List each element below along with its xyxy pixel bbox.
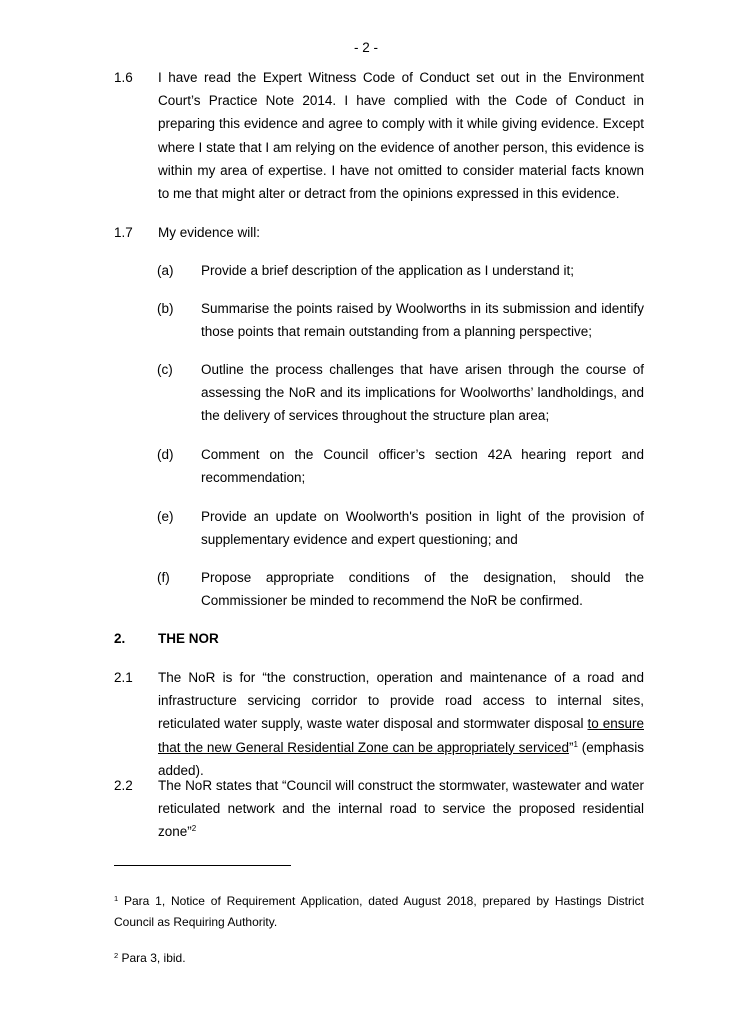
list-item-c [157, 358, 644, 428]
paragraph-2-2 [114, 774, 644, 844]
list-item-text: Provide a brief description of the application as I understand it; [201, 263, 574, 278]
footnote-text: Para 1, Notice of Requirement Application, dated August 2018, prepared by Hastings District Council as Requiring Authority. [114, 894, 644, 929]
list-item-text: Outline the process challenges that have arisen through the course of assessing the NoR and its implications for Woolworths’ landholdings, and the delivery of services throughout the structure plan area; [201, 362, 644, 424]
list-item-label: (b) [157, 301, 174, 316]
underlined-emphasis: to ensure that the new General Residential Zone can be appropriately serviced [158, 716, 644, 755]
paragraph-number: 2.1 [114, 670, 133, 685]
footnote-number: 1 [114, 894, 119, 903]
footnote-ref-2[interactable]: 2 [191, 824, 197, 834]
list-item-a [157, 259, 644, 282]
footnote-1 [114, 891, 644, 933]
list-item-text: Comment on the Council officer’s section 42A hearing report and recommendation; [201, 447, 644, 486]
paragraph-text: My evidence will: [158, 225, 261, 240]
section-title: THE NOR [158, 631, 219, 646]
paragraph-text-body: The NoR states that “Council will construct the stormwater, wastewater and water reticulated network and the internal road to service the proposed residential zone” [158, 778, 644, 840]
list-item-label: (f) [157, 570, 170, 585]
list-item-e [157, 505, 644, 551]
section-number: 2. [114, 631, 126, 646]
paragraph-text-end: (emphasis added). [158, 739, 644, 778]
footnote-text: Para 3, ibid. [118, 951, 186, 965]
closing-quote: ” [568, 739, 574, 755]
paragraph-1-7 [114, 221, 644, 244]
footnote-divider [114, 865, 291, 866]
footnote-ref-1[interactable]: 1 [573, 739, 578, 749]
list-item-text: Summarise the points raised by Woolworths in its submission and identify those points that remain outstanding from a planning perspective; [201, 301, 644, 340]
paragraph-1-6 [114, 66, 644, 205]
paragraph-number: 2.2 [114, 778, 133, 793]
paragraph-text [158, 666, 644, 782]
footnote-number: 2 [114, 951, 119, 960]
footnote-2 [114, 948, 644, 969]
list-item-label: (c) [157, 362, 173, 377]
paragraph-number: 1.6 [114, 70, 133, 85]
paragraph-2-1 [114, 666, 644, 782]
list-item-f [157, 566, 644, 612]
paragraph-number: 1.7 [114, 225, 133, 240]
section-heading [114, 627, 644, 650]
list-item-text: Propose appropriate conditions of the designation, should the Commissioner be minded to recommend the NoR be confirmed. [201, 570, 644, 609]
paragraph-text [158, 774, 644, 844]
page-number: - 2 - [353, 40, 378, 55]
list-item-b [157, 297, 644, 343]
list-item-label: (e) [157, 509, 174, 524]
list-item-label: (d) [157, 447, 174, 462]
paragraph-text: I have read the Expert Witness Code of Conduct set out in the Environment Court’s Practice Note 2014. I have complied with the Code of Conduct in preparing this evidence and agree to comply with it while giving evidence. Except where I state that I am relying on the evidence of another person, this evidence is within my area of expertise. I have not omitted to consider material facts known to me that might alter or detract from the opinions expressed in this evidence. [158, 70, 644, 202]
list-item-text: Provide an update on Woolworth's position in light of the provision of supplementary evidence and expert questioning; and [201, 509, 644, 548]
list-item-label: (a) [157, 263, 174, 278]
paragraph-text-start: The NoR is for “the construction, operation and maintenance of a road and infrastructure servicing corridor to provide road access to internal sites, reticulated water supply, waste water disposal and stormwater disposal [158, 670, 644, 732]
list-item-d [157, 443, 644, 489]
